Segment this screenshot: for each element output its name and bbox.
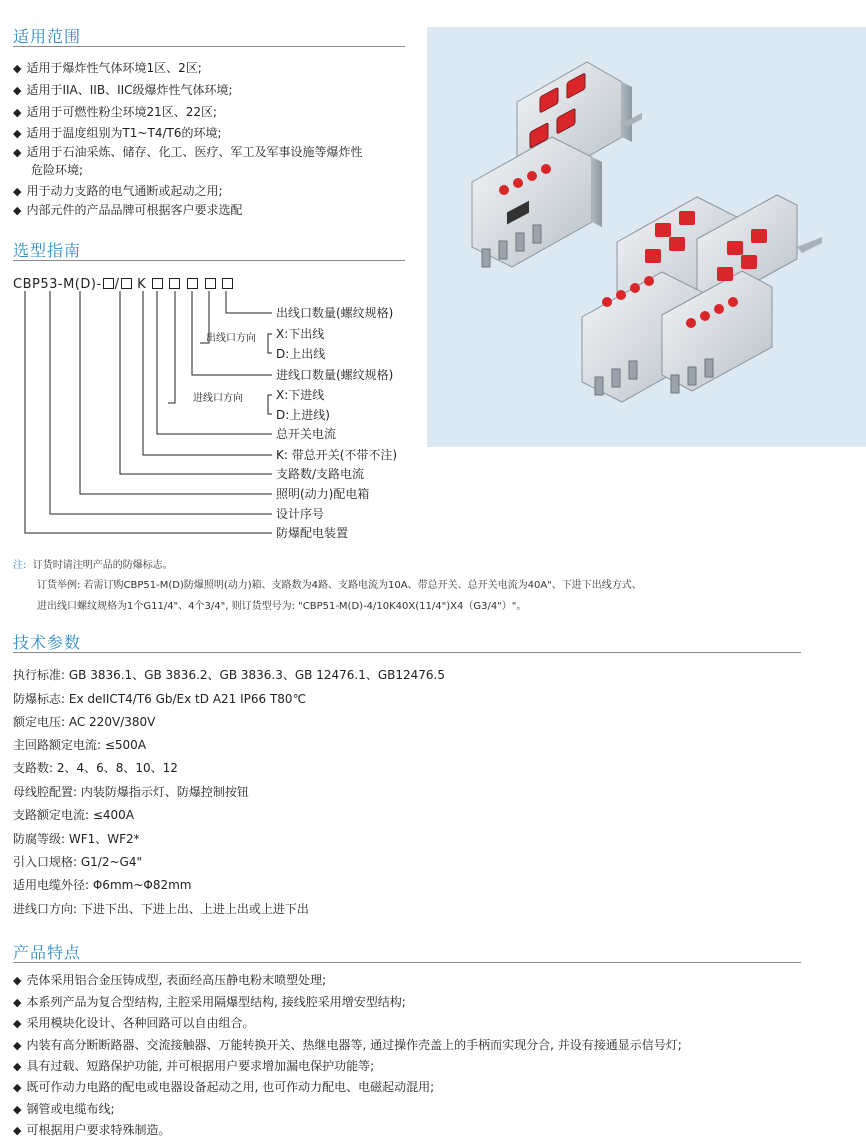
label-inlet-direction: 进线口方向 <box>193 393 243 404</box>
param-row: 防爆标志: Ex deIICT4/T6 Gb/Ex tD A21 IP66 T80℃ <box>13 692 307 706</box>
scope-item: ◆ 适用于石油采炼、储存、化工、医疗、军工及军事设施等爆炸性 <box>13 145 363 159</box>
label-outlet-top: D:上出线 <box>276 347 326 361</box>
label-design-no: 设计序号 <box>276 507 325 521</box>
scope-title: 适用范围 <box>13 27 82 46</box>
distribution-box-illustration <box>427 27 866 447</box>
param-row: 引入口规格: G1/2~G4" <box>13 855 142 869</box>
guide-title: 选型指南 <box>13 241 82 260</box>
feature-item: ◆ 采用模块化设计、各种回路可以自由组合。 <box>13 1016 255 1030</box>
label-inlet-count: 进线口数量(螺纹规格) <box>276 368 394 382</box>
note-line-3: 进出线口螺纹规格为1个G11/4"、4个3/4", 则订货型号为: "CBP51-M(D)-4/10K40X(11/4")X4（G3/4"）"。 <box>37 601 527 612</box>
diamond-bullet-icon: ◆ <box>13 185 22 198</box>
label-outlet-count: 出线口数量(螺纹规格) <box>276 306 394 320</box>
label-device: 防爆配电装置 <box>276 526 349 540</box>
diamond-bullet-icon: ◆ <box>13 62 22 75</box>
note-line-1: 注: 订货时请注明产品的防爆标志。 <box>13 560 173 571</box>
tech-divider <box>13 652 801 653</box>
diamond-bullet-icon: ◆ <box>13 1017 22 1030</box>
scope-item: ◆ 用于动力支路的电气通断或起动之用; <box>13 184 223 198</box>
diamond-bullet-icon: ◆ <box>13 127 22 140</box>
diamond-bullet-icon: ◆ <box>13 974 22 987</box>
param-row: 进线口方向: 下进下出、下进上出、上进上出或上进下出 <box>13 902 309 916</box>
product-photo <box>427 27 866 447</box>
label-outlet-direction: 出线口方向 <box>206 333 256 344</box>
label-box-type: 照明(动力)配电箱 <box>276 487 370 501</box>
label-main-switch: K: 带总开关(不带不注) <box>276 448 398 462</box>
param-row: 支路额定电流: ≤400A <box>13 808 135 822</box>
param-row: 执行标准: GB 3836.1、GB 3836.2、GB 3836.3、GB 12476.1、GB12476.5 <box>13 668 445 682</box>
label-inlet-bottom: X:下进线 <box>276 388 325 402</box>
feature-item: ◆ 钢管或电缆布线; <box>13 1102 115 1116</box>
param-row: 主回路额定电流: ≤500A <box>13 738 147 752</box>
param-row: 额定电压: AC 220V/380V <box>13 715 156 729</box>
note-line-2: 订货举例: 若需订购CBP51-M(D)防爆照明(动力)箱、支路数为4路、支路电流为10A、带总开关、总开关电流为40A"、下进下出线方式、 <box>37 580 642 591</box>
feature-item: ◆ 内装有高分断断路器、交流接触器、万能转换开关、热继电器等, 通过操作壳盖上的手柄而实现分合, 并设有接通显示信号灯; <box>13 1038 682 1052</box>
diamond-bullet-icon: ◆ <box>13 1039 22 1052</box>
features-divider <box>13 962 801 963</box>
param-row: 支路数: 2、4、6、8、10、12 <box>13 761 178 775</box>
label-main-switch-current: 总开关电流 <box>276 427 337 441</box>
feature-item: ◆ 既可作动力电路的配电或电器设备起动之用, 也可作动力配电、电磁起动混用; <box>13 1080 435 1094</box>
diamond-bullet-icon: ◆ <box>13 1060 22 1073</box>
diamond-bullet-icon: ◆ <box>13 204 22 217</box>
diamond-bullet-icon: ◆ <box>13 106 22 119</box>
diamond-bullet-icon: ◆ <box>13 84 22 97</box>
tech-title: 技术参数 <box>13 633 82 652</box>
features-title: 产品特点 <box>13 943 82 962</box>
scope-item: ◆ 适用于爆炸性气体环境1区、2区; <box>13 61 202 75</box>
diamond-bullet-icon: ◆ <box>13 996 22 1009</box>
scope-item: ◆ 适用于IIA、IIB、IIC级爆炸性气体环境; <box>13 83 233 97</box>
diamond-bullet-icon: ◆ <box>13 1103 22 1116</box>
param-row: 母线腔配置: 内装防爆指示灯、防爆控制按钮 <box>13 785 249 799</box>
model-code: CBP53-M(D)- / K <box>13 277 234 292</box>
feature-item: ◆ 本系列产品为复合型结构, 主腔采用隔爆型结构, 接线腔采用增安型结构; <box>13 995 406 1009</box>
diamond-bullet-icon: ◆ <box>13 1081 22 1094</box>
feature-item: ◆ 具有过载、短路保护功能, 并可根据用户要求增加漏电保护功能等; <box>13 1059 375 1073</box>
feature-item: ◆ 可根据用户要求特殊制造。 <box>13 1123 171 1137</box>
right-unit <box>582 195 822 402</box>
param-row: 适用电缆外径: Φ6mm~Φ82mm <box>13 878 192 892</box>
param-row: 防腐等级: WF1、WF2* <box>13 832 140 846</box>
diamond-bullet-icon: ◆ <box>13 1124 22 1137</box>
scope-item-continuation: 危险环境; <box>31 163 84 177</box>
label-outlet-bottom: X:下出线 <box>276 327 325 341</box>
label-branch: 支路数/支路电流 <box>276 467 365 481</box>
diamond-bullet-icon: ◆ <box>13 146 22 159</box>
feature-item: ◆ 壳体采用铝合金压铸成型, 表面经高压静电粉末喷塑处理; <box>13 973 327 987</box>
label-inlet-top: D:上进线) <box>276 408 330 422</box>
scope-item: ◆ 适用于温度组别为T1~T4/T6的环境; <box>13 126 222 140</box>
left-unit <box>472 62 642 267</box>
scope-item: ◆ 适用于可燃性粉尘环境21区、22区; <box>13 105 218 119</box>
scope-item: ◆ 内部元件的产品品牌可根据客户要求选配 <box>13 203 243 217</box>
model-bracket-lines <box>0 0 420 545</box>
